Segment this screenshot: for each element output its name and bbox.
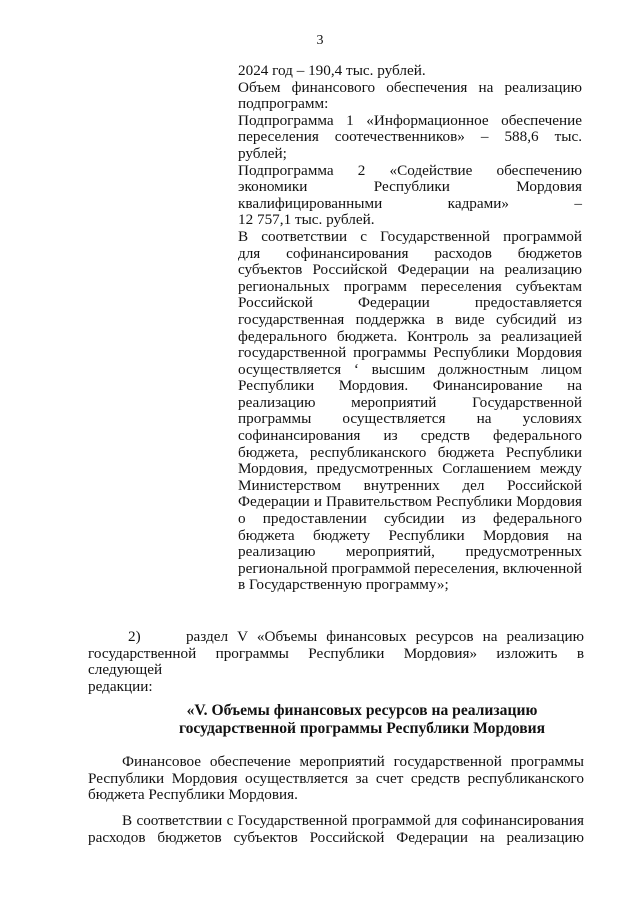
heading-line: «V. Объемы финансовых ресурсов на реализацию — [186, 702, 538, 719]
column-line: бюджета бюджету Республики Мордовия на — [238, 526, 582, 544]
column-line: Объем финансового обеспечения на реализацию — [238, 78, 582, 96]
column-line: софинансирования из средств федерального — [238, 427, 582, 445]
item-line: редакции: — [88, 677, 153, 695]
column-line: региональных программ переселения субъектам — [238, 277, 582, 295]
passport-financing-column — [238, 63, 582, 594]
item-line: 2) раздел V «Объемы финансовых ресурсов на реализацию — [128, 628, 584, 645]
paragraph-line: Финансовое обеспечение мероприятий государственной программы — [122, 753, 584, 770]
heading-line: государственной программы Республики Мордовия — [178, 720, 546, 737]
column-line: Российской Федерации предоставляется — [238, 294, 582, 312]
column-line: бюджета, республиканского бюджета Республики — [238, 443, 582, 461]
paragraph-line: расходов бюджетов субъектов Российской Федерации на реализацию — [88, 828, 584, 846]
page-number: 3 — [316, 33, 324, 48]
column-line: Подпрограмма 2 «Содействие обеспечению — [238, 161, 582, 179]
column-line: о предоставлении субсидии из федерального — [238, 510, 582, 528]
column-line: Федерации и Правительством Республики Мордовия — [238, 493, 582, 511]
item-line: государственной программы Республики Мордовия» изложить в следующей — [88, 644, 584, 679]
column-line: Республики Мордовия. Финансирование на — [238, 377, 582, 395]
column-line: переселения соотечественников» – 588,6 тыс. — [238, 128, 582, 146]
column-line: осуществляется ‘ высшим должностным лицом — [238, 360, 582, 378]
amendment-item-2 — [88, 629, 584, 695]
column-line: экономики Республики Мордовия — [238, 178, 582, 196]
column-line: субъектов Российской Федерации на реализацию — [238, 261, 582, 279]
column-line: квалифицированными кадрами» – — [238, 194, 582, 212]
column-line: В соответствии с Государственной программой — [238, 227, 582, 245]
column-line: федерального бюджета. Контроль за реализацией — [238, 327, 582, 345]
paragraph-line: В соответствии с Государственной программой для софинансирования — [122, 812, 584, 829]
column-line: подпрограмм: — [238, 95, 329, 113]
column-line: программы осуществляется на условиях — [238, 410, 582, 428]
column-line: Министерством внутренних дел Российской — [238, 476, 582, 494]
column-line: рублей; — [238, 144, 287, 162]
paragraph-line: бюджета Республики Мордовия. — [88, 786, 298, 804]
paragraph-cofinancing — [88, 813, 584, 846]
column-line: Мордовия, предусмотренных Соглашением между — [238, 460, 582, 478]
column-line: реализацию мероприятий, предусмотренных — [238, 543, 582, 561]
paragraph-line: Республики Мордовия осуществляется за счет средств республиканского — [88, 769, 584, 787]
column-line: государственной программы Республики Мордовия — [238, 344, 582, 362]
section-heading — [88, 702, 636, 738]
column-line: реализацию мероприятий Государственной — [238, 393, 582, 411]
column-line: региональной программой переселения, включенной — [238, 559, 582, 577]
column-line: 12 757,1 тыс. рублей. — [238, 211, 375, 229]
column-line: 2024 год – 190,4 тыс. рублей. — [238, 62, 426, 79]
column-line: Подпрограмма 1 «Информационное обеспечение — [238, 111, 582, 129]
column-line: государственная поддержка в виде субсидий из — [238, 310, 582, 328]
paragraph-financing — [88, 754, 584, 804]
column-line: для софинансирования расходов бюджетов — [238, 244, 582, 262]
column-line: в Государственную программу»; — [238, 576, 449, 594]
